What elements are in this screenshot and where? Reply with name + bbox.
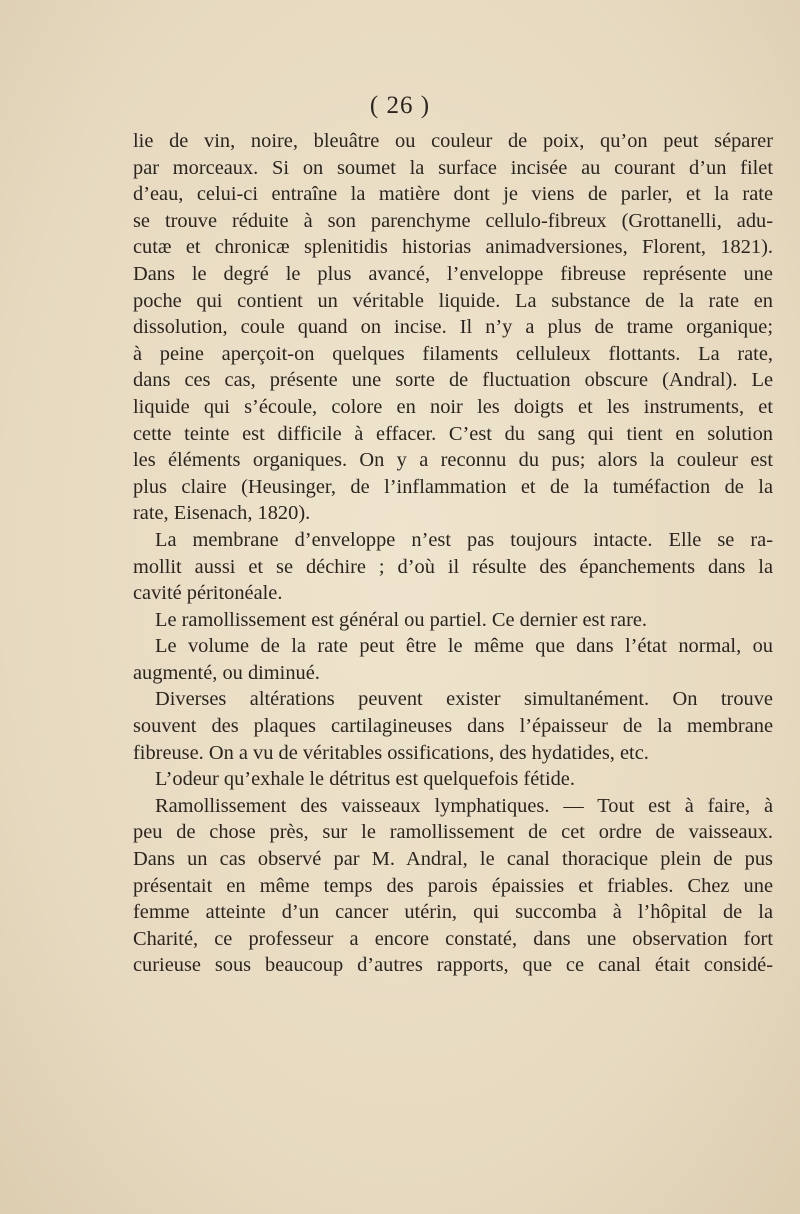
body-text <box>133 128 773 979</box>
text-line: liquide qui s’écoule, colore en noir les doigts et les instruments, et <box>133 395 773 418</box>
text-line: se trouve réduite à son parenchyme cellulo-fibreux (Grottanelli, adu- <box>133 209 773 232</box>
text-line: Diverses altérations peuvent exister simultanément. On trouve <box>155 688 773 711</box>
text-line: augmenté, ou diminué. <box>133 661 320 684</box>
text-line: à peine aperçoit-on quelques filaments celluleux flottants. La rate, <box>133 342 773 365</box>
text-line: souvent des plaques cartilagineuses dans l’épaisseur de la membrane <box>133 715 773 738</box>
text-line: lie de vin, noire, bleuâtre ou couleur de poix, qu’on peut séparer <box>133 130 773 152</box>
text-line: L’odeur qu’exhale le détritus est quelquefois fétide. <box>155 768 575 791</box>
text-line: mollit aussi et se déchire ; d’où il résulte des épanchements dans la <box>133 555 773 578</box>
text-line: par morceaux. Si on soumet la surface incisée au courant d’un filet <box>133 156 773 179</box>
text-line: femme atteinte d’un cancer utérin, qui succomba à l’hôpital de la <box>133 901 773 924</box>
text-line: d’eau, celui-ci entraîne la matière dont je viens de parler, et la rate <box>133 183 773 206</box>
text-line: peu de chose près, sur le ramollissement de cet ordre de vaisseaux. <box>133 821 773 844</box>
text-line: Le volume de la rate peut être le même que dans l’état normal, ou <box>155 635 773 658</box>
text-line: plus claire (Heusinger, de l’inflammation et de la tuméfaction de la <box>133 475 773 498</box>
text-line: poche qui contient un véritable liquide. La substance de la rate en <box>133 289 773 312</box>
text-line: dissolution, coule quand on incise. Il n’y a plus de trame organique; <box>133 316 773 339</box>
text-line: dans ces cas, présente une sorte de fluctuation obscure (Andral). Le <box>133 369 773 392</box>
text-line: les éléments organiques. On y a reconnu du pus; alors la couleur est <box>133 449 773 472</box>
text-line: La membrane d’enveloppe n’est pas toujours intacte. Elle se ra- <box>155 528 773 551</box>
text-line: Le ramollissement est général ou partiel. Ce dernier est rare. <box>155 608 648 631</box>
text-line: présentait en même temps des parois épaissies et friables. Chez une <box>133 874 773 897</box>
text-line: Charité, ce professeur a encore constaté, dans une observation fort <box>133 927 773 950</box>
text-line: cette teinte est difficile à effacer. C’est du sang qui tient en solution <box>133 422 773 445</box>
text-line: rate, Eisenach, 1820). <box>133 502 311 525</box>
text-line: Dans le degré le plus avancé, l’enveloppe fibreuse représente une <box>133 262 773 285</box>
text-line: cavité péritonéale. <box>133 582 283 605</box>
page-number: ( 26 ) <box>369 92 431 119</box>
text-line: cutæ et chronicæ splenitidis historias animadversiones, Florent, 1821). <box>133 236 773 259</box>
text-line: Dans un cas observé par M. Andral, le canal thoracique plein de pus <box>133 848 773 871</box>
text-line: Ramollissement des vaisseaux lymphatiques. — Tout est à faire, à <box>155 794 773 817</box>
text-line: fibreuse. On a vu de véritables ossifications, des hydatides, etc. <box>133 741 649 764</box>
text-line: curieuse sous beaucoup d’autres rapports, que ce canal était considé- <box>133 954 773 977</box>
